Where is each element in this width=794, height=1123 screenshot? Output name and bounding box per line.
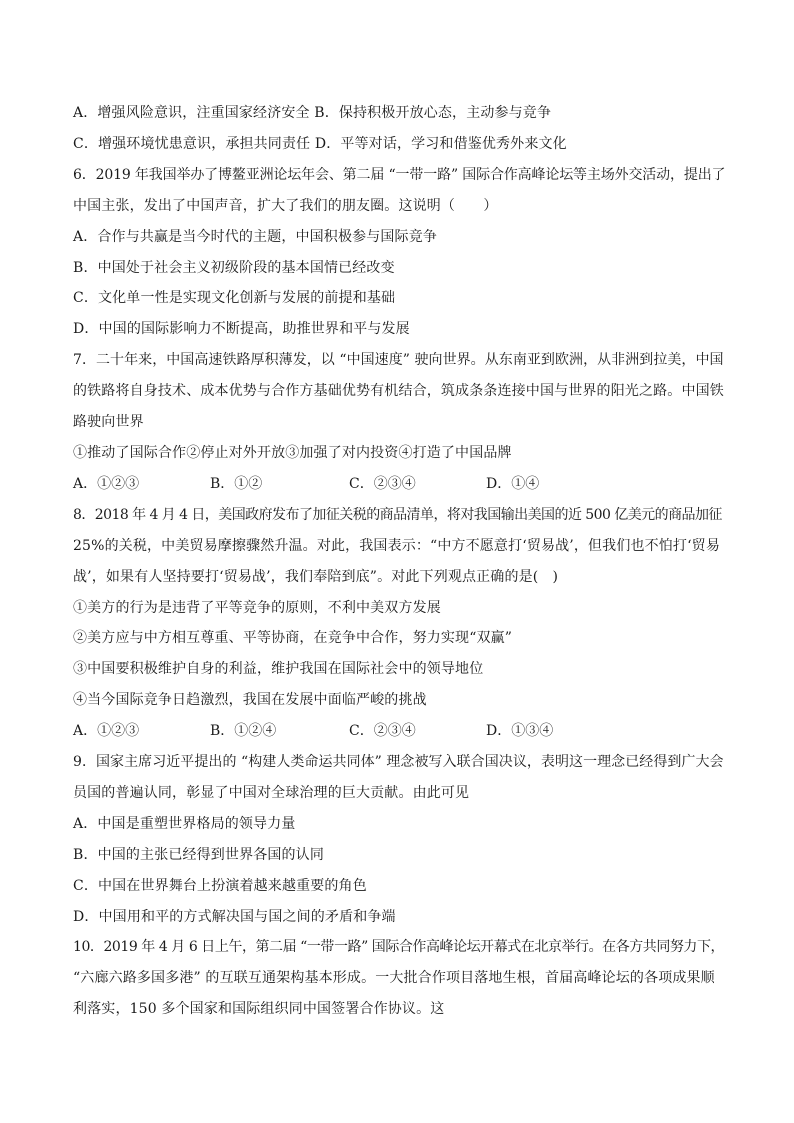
q7-choice-a: A．①②③ [73, 475, 140, 492]
q5-option-line-ab: A．增强风险意识，注重国家经济安全 B．保持积极开放心态，主动参与竞争 [73, 105, 552, 121]
q8-choice-b: B．①②④ [210, 723, 277, 740]
q8-choice-d: D．①③④ [486, 723, 554, 740]
q7-stem-line: 路驶向世界 [73, 414, 144, 431]
q9-option-b: B．中国的主张已经得到世界各国的认同 [73, 846, 324, 863]
question-9 [73, 747, 725, 932]
q10-stem-line: “六廊六路多国多港” 的互联互通架构基本形成。一大批合作项目落地生根，首届高峰论坛的各项成果顺 [73, 970, 715, 987]
q8-stem-line: 8．2018 年 4 月 4 日，美国政府发布了加征关税的商品清单，将对我国输出美国的近 500 亿美元的商品加征 [73, 506, 722, 523]
q7-stem-line: 的铁路将自身技术、成本优势与合作方基础优势有机结合，筑成条条连接中国与世界的阳光之路。中国铁 [73, 383, 724, 400]
document-page [73, 98, 725, 1025]
q9-stem-line: 9．国家主席习近平提出的 “构建人类命运共同体” 理念被写入联合国决议，表明这一理念已经得到广大会 [73, 754, 724, 771]
q8-statement-4: ④当今国际竞争日趋激烈，我国在发展中面临严峻的挑战 [73, 692, 427, 709]
q8-choice-c: C．②③④ [349, 723, 416, 740]
q8-stem-line: 25%的关税，中美贸易摩擦骤然升温。对此，我国表示：“中方不愿意打‘贸易战’，但我们也不怕打‘贸易 [73, 537, 720, 554]
q9-stem-line: 员国的普遍认同，彰显了中国对全球治理的巨大贡献。由此可见 [73, 784, 470, 801]
question-8 [73, 500, 725, 747]
question-6 [73, 160, 725, 345]
q6-stem-line: 中国主张，发出了中国声音，扩大了我们的朋友圈。这说明（ ） [73, 197, 498, 214]
question-10 [73, 932, 725, 1025]
q10-stem-line: 10．2019 年 4 月 6 日上午，第二届 “一带一路” 国际合作高峰论坛开幕式在北京举行。在各方共同努力下， [73, 939, 725, 956]
q6-option-d: D．中国的国际影响力不断提高，助推世界和平与发展 [73, 321, 410, 338]
q6-option-b: B．中国处于社会主义初级阶段的基本国情已经改变 [73, 259, 395, 276]
q7-choices [73, 469, 725, 500]
q8-statement-2: ②美方应与中方相互尊重、平等协商，在竞争中合作，努力实现“双赢” [73, 630, 513, 647]
q7-choice-c: C．②③④ [349, 475, 416, 492]
q7-statements: ①推动了国际合作②停止对外开放③加强了对内投资④打造了中国品牌 [73, 444, 512, 461]
q8-stem-line: 战’，如果有人坚持要打‘贸易战’，我们奉陪到底”。对此下列观点正确的是( ) [73, 568, 559, 585]
q8-statement-3: ③中国要积极维护自身的利益，维护我国在国际社会中的领导地位 [73, 661, 484, 678]
q9-option-d: D．中国用和平的方式解决国与国之间的矛盾和争端 [73, 908, 396, 925]
q5-option-line-cd: C．增强环境忧患意识，承担共同责任 D．平等对话，学习和借鉴优秀外来文化 [73, 135, 567, 152]
q8-choices [73, 716, 725, 747]
q7-stem-line: 7．二十年来，中国高速铁路厚积薄发，以 “中国速度” 驶向世界。从东南亚到欧洲，从非洲到拉美，中国 [73, 352, 724, 369]
q9-option-c: C．中国在世界舞台上扮演着越来越重要的角色 [73, 877, 367, 894]
q9-option-a: A．中国是重塑世界格局的领导力量 [73, 815, 296, 832]
q6-option-a: A．合作与共赢是当今时代的主题，中国积极参与国际竞争 [73, 228, 438, 245]
question-7 [73, 345, 725, 500]
q6-option-c: C．文化单一性是实现文化创新与发展的前提和基础 [73, 290, 396, 307]
q8-statement-1: ①美方的行为是违背了平等竞争的原则，不利中美双方发展 [73, 599, 441, 616]
q7-choice-b: B．①② [210, 475, 263, 492]
q10-stem-line: 利落实，150 多个国家和国际组织同中国签署合作协议。这 [73, 1001, 445, 1018]
q7-choice-d: D．①④ [486, 475, 540, 492]
q6-stem-line: 6．2019 年我国举办了博鳌亚洲论坛年会、第二届 “一带一路” 国际合作高峰论坛等主场外交活动，提出了 [73, 166, 726, 183]
q8-choice-a: A．①②③ [73, 723, 140, 740]
